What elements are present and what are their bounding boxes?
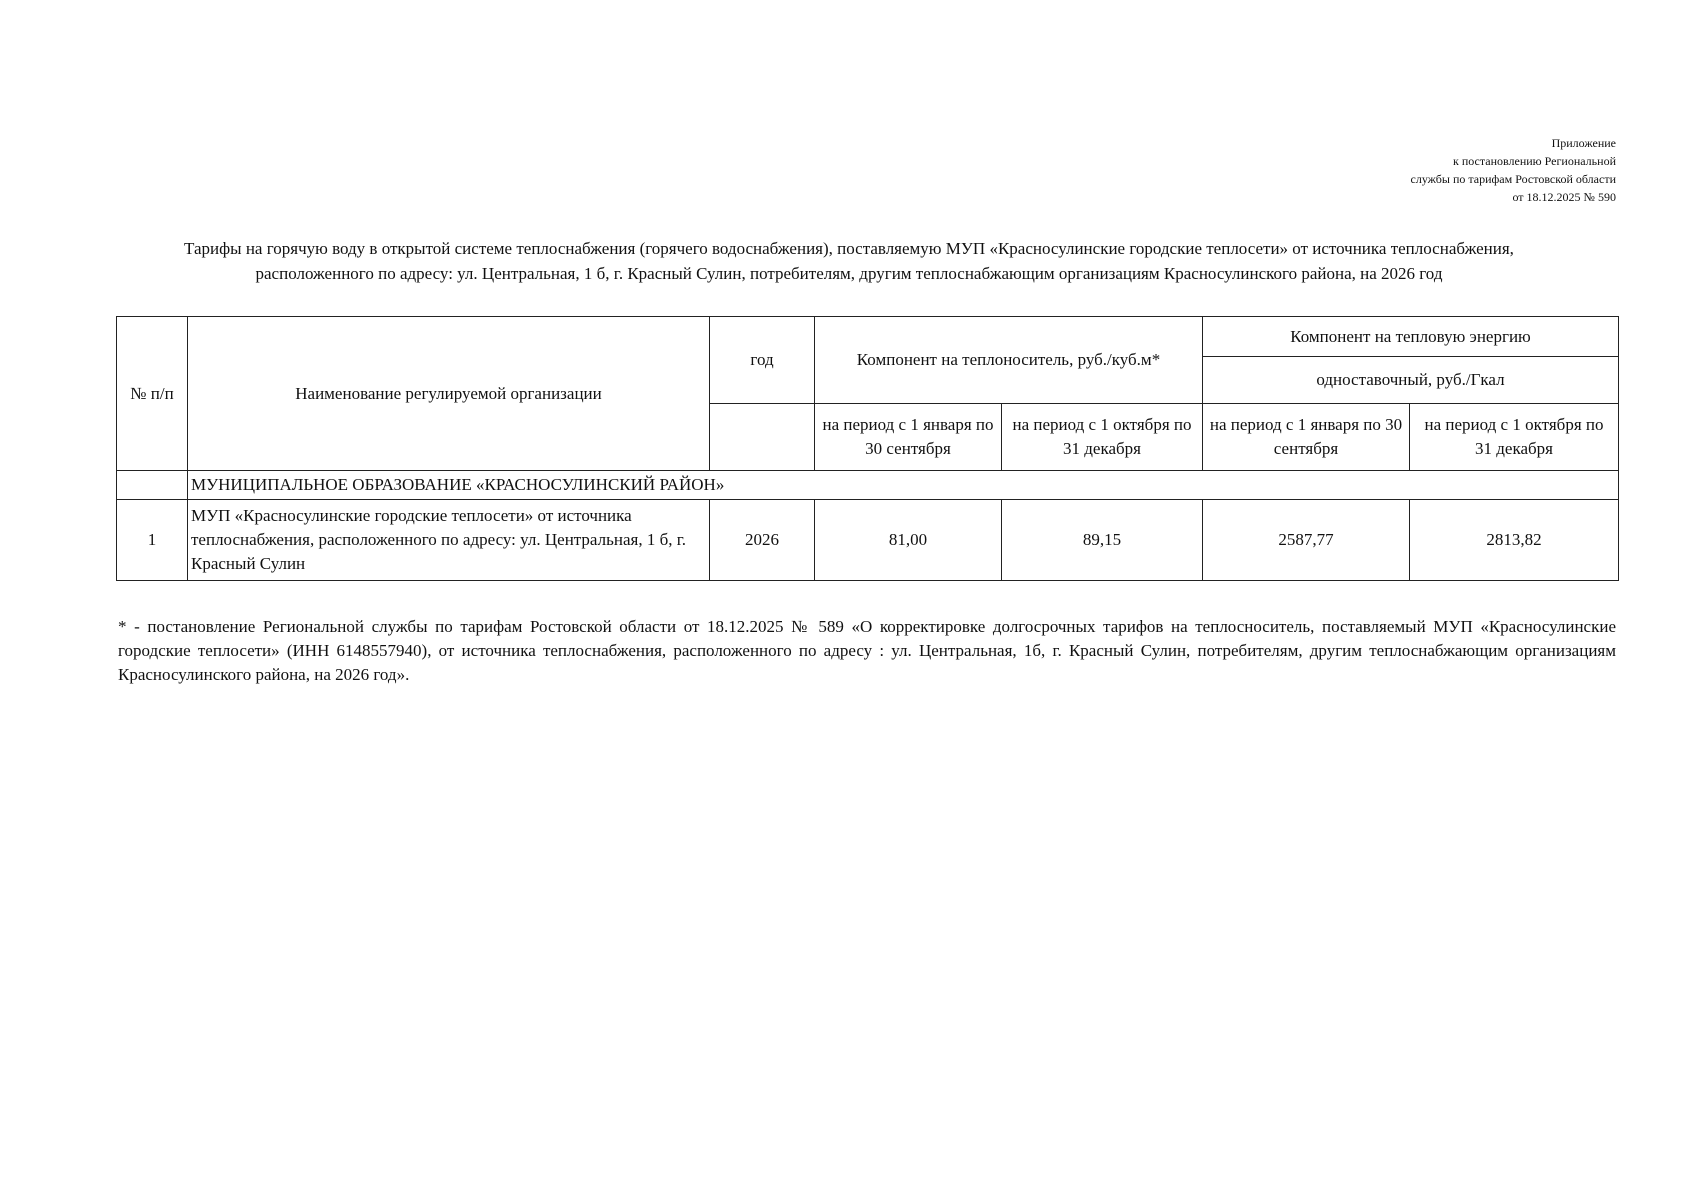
header-heat-period-1: на период с 1 января по 30 сентября [1203,404,1410,471]
cell-num: 1 [117,500,188,581]
header-num: № п/п [117,317,188,471]
cell-heat-period-1: 2587,77 [1203,500,1410,581]
cell-heat-period-2: 2813,82 [1410,500,1619,581]
cell-year: 2026 [710,500,815,581]
cell-org: МУП «Красносулинские городские теплосети» от источника теплоснабжения, расположенного по адресу: ул. Центральная, 1 б, г. Красный Сулин [188,500,710,581]
appendix-block [1411,134,1616,206]
title-line: Тарифы на горячую воду в открытой системе теплоснабжения (горячего водоснабжения), поставляемую МУП «Красносулинские городские теплосети» от источника теплоснабжения, [184,239,1514,258]
tariff-table [116,316,1619,581]
header-coolant-period-2: на период с 1 октября по 31 декабря [1002,404,1203,471]
appendix-line: от 18.12.2025 № 590 [1512,190,1616,204]
appendix-line: к постановлению Региональной [1453,154,1616,168]
footnote: * - постановление Региональной службы по тарифам Ростовской области от 18.12.2025 № 589 «О корректировке долгосрочных тарифов на теплосноситель, поставляемый МУП «Красносулинские городские теплосети» (ИНН 6148557940), от источника теплоснабжения, расположенного по адресу : ул. Центральная, 1б, г. Красный Сулин, потребителям, другим теплоснабжающим организациям Красносулинского района, на 2026 год». [118,617,1616,684]
header-coolant: Компонент на теплоноситель, руб./куб.м* [815,317,1203,404]
header-year: год [710,317,815,404]
header-coolant-period-1: на период с 1 января по 30 сентября [815,404,1002,471]
document-title [110,236,1588,286]
section-row [117,471,1619,500]
cell-coolant-period-1: 81,00 [815,500,1002,581]
header-heat-period-2: на период с 1 октября по 31 декабря [1410,404,1619,471]
appendix-line: Приложение [1551,136,1616,150]
table-row [117,500,1619,581]
header-year-empty [710,404,815,471]
header-org: Наименование регулируемой организации [188,317,710,471]
header-row [117,317,1619,357]
section-num-empty [117,471,188,500]
cell-coolant-period-2: 89,15 [1002,500,1203,581]
header-heat-rate: одноставочный, руб./Гкал [1203,357,1619,404]
title-line: расположенного по адресу: ул. Центральная, 1 б, г. Красный Сулин, потребителям, другим теплоснабжающим организациям Красносулинского района, на 2026 год [255,264,1443,283]
appendix-line: службы по тарифам Ростовской области [1410,172,1616,186]
header-heat: Компонент на тепловую энергию [1203,317,1619,357]
section-title: МУНИЦИПАЛЬНОЕ ОБРАЗОВАНИЕ «КРАСНОСУЛИНСКИЙ РАЙОН» [188,471,1619,500]
